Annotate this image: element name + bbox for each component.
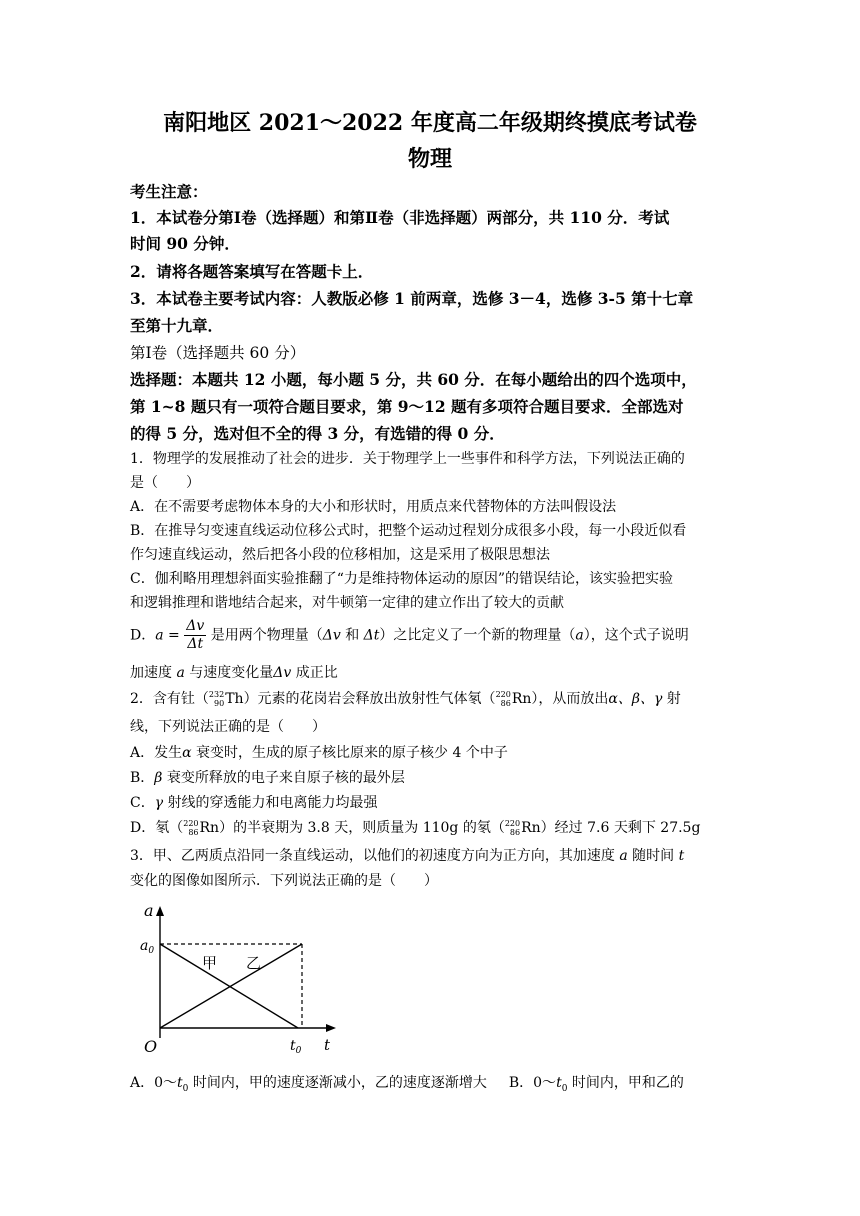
q1-d-label: D． (130, 627, 156, 644)
section-heading: 第Ⅰ卷（选择题共 60 分） (130, 344, 306, 362)
q2-d-rn-symbol-2: Rn (521, 820, 541, 836)
graph-x-axis-label: t (324, 1036, 331, 1054)
q3-a-sub: 0 (182, 1083, 189, 1094)
q2-option-a (130, 742, 508, 762)
q2-stem-b: 线，下列说法正确的是（ ） (130, 719, 326, 735)
graph-label-yi: 乙 (246, 954, 262, 972)
q3-stem-var-t: t (678, 848, 685, 864)
q1-d-text2: ）之比定义了一个新的物理量（ (379, 627, 576, 644)
q1-stem-a: 1．物理学的发展推动了社会的进步．关于物理学上一些事件和科学方法，下列说法正确的 (130, 451, 685, 467)
q1-d-equals: = (163, 627, 185, 644)
q2-stem-a1: 2．含有钍（ (130, 691, 209, 707)
q1-d-text1: 是用两个物理量（ (206, 627, 323, 644)
notice-line-3a: 3．本试卷主要考试内容：人教版必修 1 前两章，选修 3－4，选修 3-5 第十七章 (130, 289, 694, 308)
page-title: 南阳地区 2021～2022 年度高二年级期终摸底考试卷 (163, 110, 697, 136)
q1-option-a: A．在不需要考虑物体本身的大小和形状时，用质点来代替物体的方法叫假设法 (130, 499, 617, 515)
q2-a-alpha: α (182, 745, 192, 761)
q1-option-c-line2: 和逻辑推理和谐地结合起来，对牛顿第一定律的建立作出了较大的贡献 (130, 595, 564, 611)
q2-d3: ）经过 7.6 天剩下 27.5g (540, 820, 701, 836)
q3-b-sub: 0 (561, 1083, 568, 1094)
graph-label-jia: 甲 (202, 954, 218, 972)
graph-x-arrow (326, 1024, 336, 1032)
q1-d-numerator: Δv (186, 618, 205, 634)
q3-stem-a (130, 845, 684, 865)
subject-title: 物理 (407, 146, 452, 172)
graph-a0-sub: 0 (148, 946, 155, 956)
q2-d2: ）的半衰期为 3.8 天，则质量为 110g 的氡（ (219, 820, 505, 836)
notice-heading: 考生注意： (130, 182, 208, 201)
q3-stem-a1: 3．甲、乙两质点沿同一条直线运动，以他们的初速度方向为正方向，其加速度 (130, 848, 620, 864)
q2-d-rn-isotope-2 (505, 819, 520, 837)
q2-b1: B． (130, 770, 155, 786)
q1-d-var-a: a (155, 627, 164, 644)
q1-d-and: 和 (340, 627, 364, 644)
q3-stem-var-a: a (619, 848, 628, 864)
q2-stem-a (130, 688, 681, 708)
q1-d-text3: ），这个式子说明 (583, 627, 689, 644)
q3-options-row (130, 1072, 684, 1094)
q1-d-var-a2: a (575, 627, 584, 644)
q2-rn-isotope (496, 690, 511, 708)
q2-d-rn-mass-1: 220 (183, 819, 199, 828)
graph-y-axis-label: a (144, 901, 154, 920)
q1-d-b-a: a (176, 665, 185, 681)
q3-b2: 时间内，甲和乙的 (567, 1075, 684, 1091)
q2-th-z: 90 (214, 699, 225, 708)
q2-th-mass: 232 (208, 690, 225, 699)
notice-line-3b: 至第十九章． (130, 316, 224, 335)
q2-stem-a4: 射 (662, 691, 681, 707)
q1-d-fraction (184, 618, 206, 653)
graph-t0-sub: 0 (295, 1046, 302, 1056)
section-intro-a: 选择题：本题共 12 小题，每小题 5 分，共 60 分．在每小题给出的四个选项中， (130, 370, 697, 389)
q2-b-beta: β (154, 770, 163, 786)
q1-option-d-line1 (130, 618, 689, 653)
q2-rays: α、β、γ (608, 691, 663, 707)
notice-line-1b: 时间 90 分钟． (130, 234, 240, 253)
graph-a0-letter: a (140, 938, 149, 954)
q2-d1: D．氡（ (130, 820, 184, 836)
q2-d-rn-z-2: 86 (509, 828, 521, 837)
q3-a2: 时间内，甲的速度逐渐减小，乙的速度逐渐增大 (188, 1075, 487, 1091)
graph-t0-letter: t (290, 1038, 296, 1054)
q2-rn-symbol: Rn (511, 691, 532, 707)
q1-option-b-line1: B．在推导匀变速直线运动位移公式时，把整个运动过程划分成很多小段，每一小段近似看 (130, 523, 687, 539)
q1-option-b-line2: 作匀速直线运动，然后把各小段的位移相加，这是采用了极限思想法 (130, 547, 550, 563)
q2-a2: 衰变时，生成的原子核比原来的原子核少 4 个中子 (191, 745, 508, 761)
q1-d-dt: Δt (363, 627, 380, 644)
q2-option-c (130, 792, 378, 812)
q2-rn-z: 86 (500, 699, 511, 708)
q1-option-c-line1: C．伽利略用理想斜面实验推翻了“力是维持物体运动的原因”的错误结论，该实验把实验 (130, 571, 674, 587)
q1-d-b3: 成正比 (291, 665, 338, 681)
q2-option-b (130, 767, 405, 787)
q2-c1: C． (130, 795, 155, 811)
q1-option-d-line2 (130, 662, 338, 682)
q3-stem-b: 变化的图像如图所示．下列说法正确的是（ ） (130, 873, 438, 889)
q2-d-rn-z-1: 86 (188, 828, 199, 837)
graph-t0-label (290, 1038, 302, 1056)
notice-line-2: 2．请将各题答案填写在答题卡上． (130, 262, 374, 281)
q2-th-symbol: Th (225, 691, 244, 707)
q1-d-b2: 与速度变化量 (184, 665, 274, 681)
notice-line-1a: 1．本试卷分第Ⅰ卷（选择题）和第Ⅱ卷（非选择题）两部分，共 110 分．考试 (130, 208, 670, 227)
q3-a1: A．0～ (130, 1075, 178, 1091)
q2-d-rn-isotope-1 (183, 819, 198, 837)
q2-c-gamma: γ (154, 795, 164, 811)
q1-d-dv: Δv (322, 627, 341, 644)
q2-th-isotope (209, 690, 224, 708)
q2-a1: A．发生 (130, 745, 183, 761)
graph-origin-label: O (144, 1037, 158, 1056)
q1-d-denominator: Δt (187, 636, 204, 652)
q1-d-b-dv: Δv (273, 665, 292, 681)
graph-y-arrow (156, 906, 164, 916)
q2-stem-a3: ），从而放出 (531, 691, 609, 707)
q2-d-rn-symbol-1: Rn (199, 820, 220, 836)
graph-a0-label (140, 938, 154, 956)
section-intro-b: 第 1~8 题只有一项符合题目要求，第 9～12 题有多项符合题目要求．全部选对 (130, 397, 684, 416)
q1-stem-b: 是（ ） (130, 475, 200, 491)
q2-d-rn-mass-2: 220 (504, 819, 521, 828)
q1-d-b1: 加速度 (130, 665, 177, 681)
q2-stem-a2: ）元素的花岗岩会释放出放射性气体氡（ (243, 691, 496, 707)
q2-option-d (130, 817, 700, 837)
q3-a-t: t (177, 1075, 183, 1091)
q3-b1: B．0～ (508, 1075, 557, 1091)
q3-acceleration-graph (138, 898, 348, 1058)
q3-stem-a2: 随时间 (627, 848, 679, 864)
q2-c2: 射线的穿透能力和电离能力均最强 (163, 795, 378, 811)
section-intro-c: 的得 5 分，选对但不全的得 3 分，有选错的得 0 分． (130, 424, 505, 443)
q2-b2: 衰变所释放的电子来自原子核的最外层 (162, 770, 405, 786)
q3-b-t: t (556, 1075, 562, 1091)
q2-rn-mass: 220 (495, 690, 511, 699)
